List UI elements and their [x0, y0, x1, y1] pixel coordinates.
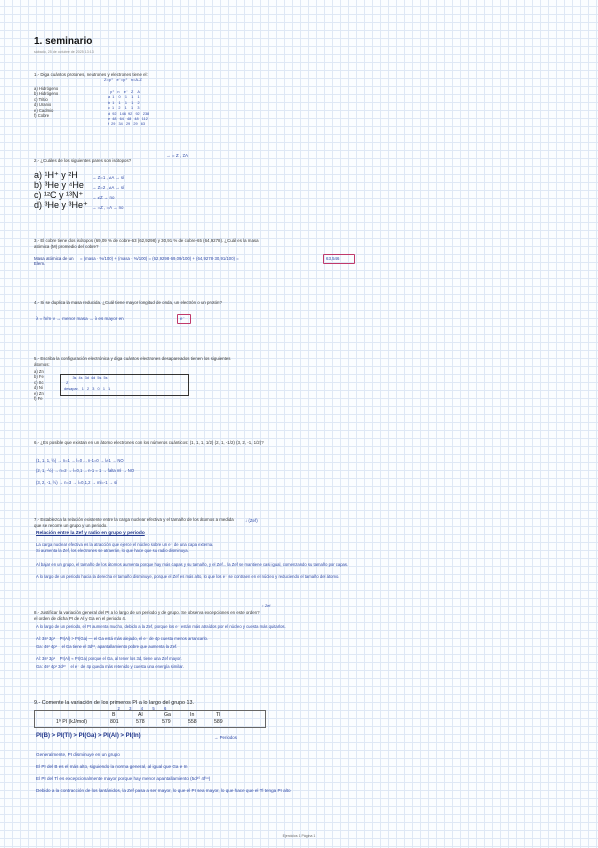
question-6: 6.- ¿Es posible que existan en un átomo electrones con los números cuánticos: (1, 1, 1, 1/2) (2, 1, -1/2) (3, 2, -1, 1/2)?: [34, 440, 264, 445]
q5-item-b: b) Fe: [34, 374, 44, 380]
q7-heading: Relación entre la Zef y radio en grupo y periodo: [36, 531, 145, 536]
q9-val-Ga: 579: [162, 719, 171, 725]
q5-items: [34, 369, 44, 401]
q9-val-In: 558: [188, 719, 197, 725]
q2-option-a: a) ¹H⁺ y ²H: [34, 170, 78, 180]
hw-q6-line-3: (3, 2, -1, ½) → n=3 → l=0,1,2 → ml=-1 → sí: [36, 480, 118, 485]
q1-handwritten-table: p⁺ n e⁻ Z A a 1 0 1 1 1 b 1 1 1 1 2 c 1 2 1 1 3 d 92 146 92 92 238 e 48 64 48 48 112 f 29 34 29 29 63: [108, 90, 150, 127]
question-5: 5.- Escriba la configuración electrónica y diga cuántos electrones desapareados tienen los siguientes átomos:: [34, 356, 231, 367]
q9-col-B: B: [112, 712, 116, 718]
hw-q8-line-1: A lo largo de un periodo, el PI aumenta mucho, debido a la Zef, porque los e⁻ están más atraídos por el núcleo y cuesta más quitarlos.: [36, 624, 286, 629]
q2-option-d: d) ³He y ³He⁺: [34, 200, 88, 210]
hw-q8-line-5: Ga: 4s² 4p¹ 3d¹⁰ el e⁻ de 4p queda más retenido y cuesta una energía similar.: [36, 664, 184, 669]
hw-q2-note: → = Z , ≠A: [166, 153, 189, 158]
q5-handwritten-table: 3s 4s 3d 4d 5s 5s Z desapar. 1 2 3 0 1 1: [64, 376, 111, 391]
hw-q8-line-4: Al: 3s² 3p¹ PI(Al) ≈ PI(Ga) porque el Ga, al tener los 3d, tiene una Zef mayor.: [36, 656, 182, 661]
q1-items: [34, 86, 58, 118]
q9-ordering: PI(B) > PI(Tl) > PI(Ga) > PI(Al) > PI(In): [36, 733, 141, 739]
q1-item-e: e) Cadmio: [34, 107, 54, 113]
q3-label: Masa atómica de un Elem.: [34, 256, 74, 266]
hw-q8-line-2: Al: 3s² 3p¹ PI(Al) > PI(Ga) — el Ga está más alejado, el e⁻ de 4p cuesta menos arrancarlo.: [36, 636, 208, 641]
q9-col-In: In: [190, 712, 195, 718]
hw-q9-periods: 2 3 4 5 6: [114, 706, 167, 711]
q1-item-f: f) Cobre: [34, 113, 50, 119]
question-9: 9.- Comente la variación de los primeros PI a lo largo del grupo 13.: [34, 700, 195, 706]
question-4: 4.- Si se duplica la masa reducida. ¿Cuál tiene mayor longitud de onda, un electrón o un protón?: [34, 300, 222, 305]
hw-q6-line-1: (1, 1, 1, ½) → n=1 → l=0 ... n-1=0 → l≠1 → NO: [36, 458, 124, 463]
page-title: 1. seminario: [34, 36, 93, 47]
question-2: 2.- ¿Cuáles de los siguientes pares son isótopos?: [34, 158, 132, 163]
q9-val-B: 801: [110, 719, 119, 725]
q4-answer: e⁻: [180, 315, 185, 321]
hw-q7-line-4: A lo largo de un periodo hacia la derecha el tamaño disminuye, porque el Zef es más alto, lo que los e⁻ se contraen en el núcleo y reduciendo el tamaño del átomo.: [36, 574, 340, 579]
q9-col-Tl: Tl: [216, 712, 221, 718]
q5-item-c: c) Sc: [34, 379, 44, 385]
q9-note-2: El PI del B es el más alto, siguiendo la norma general, al igual que Ga e In: [36, 764, 188, 769]
hw-q7-line-1: La carga nuclear efectiva es la atracción que ejerce el núcleo sobre un e⁻ de una capa externa.: [36, 542, 214, 547]
page-footer: Ejercicios 1 Página 1: [282, 834, 316, 838]
q1-item-b: b) Hidrógeno: [34, 91, 59, 97]
q9-val-Tl: 589: [214, 719, 223, 725]
q3-result: 63,546: [326, 255, 340, 261]
hw-q8-line-3: Ga: 4s² 4p¹ el Ga tiene el 3d¹⁰, apantallamiento pobre que aumenta la Zef.: [36, 644, 178, 649]
hw-q8-note: ↑ Zef: [262, 604, 271, 608]
hw-q7-line-2: Si aumenta la Zef, los electrones se atraerán, lo que hace que su radio disminuya.: [36, 548, 189, 553]
q9-col-Al: Al: [138, 712, 143, 718]
question-8: 8.- Justificar la variación general del PI a lo largo de un periodo y de grupo. Se observa excepciones en este orden? el orden de dicha PI de Al y Ga en el periodo 4.: [34, 610, 260, 621]
question-1: 1.- Diga cuántos protones, neutrones y electrones tiene el:: [34, 72, 148, 77]
q9-table-frame: [34, 710, 266, 728]
q1-item-c: c) Tritio: [34, 96, 48, 102]
hw-q1-formula: Z=p⁺ e⁻=p⁺ n=A-Z: [104, 77, 142, 82]
hw-q3-calc: = (masa · %/100) + (masa · %/100) = (62,9298·69,09/100) + (64,9278·30,91/100) =: [80, 256, 239, 261]
q9-note-3: El PI del Tl es excepcionalmente mayor porque hay menor apantallamiento (5d¹⁰ 4f¹⁴): [36, 776, 211, 781]
hw-q9-arrow: → Periodos: [214, 735, 237, 740]
hw-q7-line-3: Al bajar en un grupo, el tamaño de los átomos aumenta porque hay más capas y su tamaño, y el Zef... la Zef se mantiene casi igual, comenzando su tamaño por capas.: [36, 562, 349, 567]
q5-item-a: a) Zn: [34, 369, 44, 374]
page-subtitle: sábado, 25 de octubre de 2025 13:13: [34, 50, 94, 54]
q9-note-4: Debido a la contracción de los lantánidos, la Zef pasa a ser mayor, lo que el PI sea mayor, lo que hace que el Tl tenga PI alto: [36, 788, 291, 793]
hw-q4-formula: λ = h/m·v → menor masa → λ es mayor en: [36, 316, 124, 321]
q2-option-c: c) ¹²C y ¹³N⁺: [34, 190, 84, 200]
q9-row-label: 1º PI (kJ/mol): [56, 719, 88, 725]
q5-item-d: d) Ni: [34, 385, 43, 391]
hw-q7-zef: ↓ (Zef): [245, 518, 258, 523]
q9-col-Ga: Ga: [164, 712, 171, 718]
q2-option-b: b) ³He y ⁴He: [34, 180, 84, 190]
q1-item-d: d) Uranio: [34, 102, 52, 108]
hw-q6-line-2: (2, 1, -½) → n=2 → l=0,1 ... n-1 = 1 → falta ml → NO: [36, 468, 135, 473]
question-7: 7.- Establezca la relación existente entre la carga nuclear efectiva y el tamaño de los átomos a medida que se recorre un grupo y un periodo.: [34, 517, 234, 528]
question-3: 3.- El cobre tiene dos isótopos (69,09 % de cobre-63 (62,9298) y 30,91 % de cobre-65 (64,9278). ¿Cuál es la masa atómica (M) promedio del cobre?: [34, 238, 259, 249]
hw-q2-answers: → Z=1 , ≠A → sí → Z=2 , ≠A → sí → ≠Z → no → =Z , =A → no: [92, 175, 125, 210]
q9-note-1: Generalmente, PI disminuye en un grupo: [36, 752, 120, 757]
q5-item-e: e) Zn: [34, 390, 44, 396]
q5-item-f: f) Fe: [34, 396, 43, 402]
q1-item-a: a) Hidrógeno: [34, 86, 59, 91]
q9-val-Al: 578: [136, 719, 145, 725]
